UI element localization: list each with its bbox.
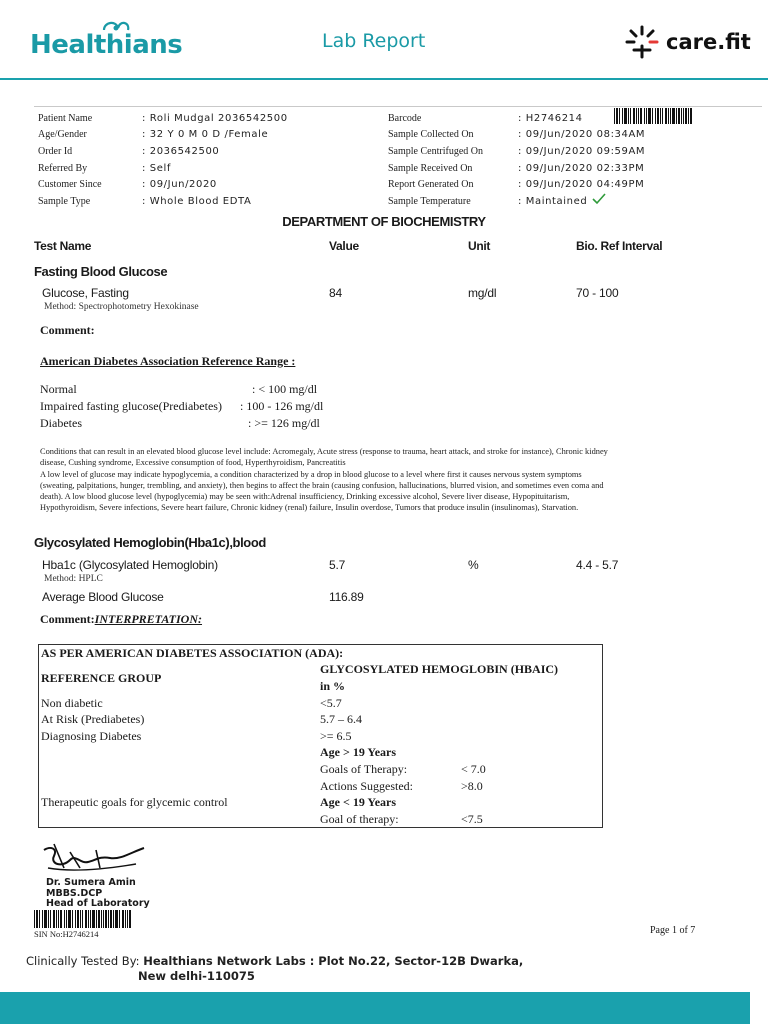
patient-name-value: : Roli Mudgal 2036542500 bbox=[142, 113, 288, 124]
header-test-name: Test Name bbox=[34, 239, 92, 253]
info-divider-top bbox=[34, 106, 762, 107]
doctor-degree: MBBS.DCP bbox=[46, 887, 103, 899]
ada-col-hbaic: GLYCOSYLATED HEMOGLOBIN (HBAIC) bbox=[320, 662, 559, 676]
sample-temperature-value: : Maintained bbox=[518, 196, 588, 207]
fbg-value: 84 bbox=[329, 286, 342, 300]
footer-lab: Healthians Network Labs : Plot No.22, Sector-12B Dwarka, bbox=[143, 954, 524, 968]
therapeutic-goals-label: Therapeutic goals for glycemic control bbox=[41, 795, 228, 809]
range-diabetes-label: Diabetes bbox=[40, 416, 82, 430]
range-normal-value: : < 100 mg/dl bbox=[252, 382, 318, 396]
sin-number: SIN No:H2746214 bbox=[34, 929, 99, 939]
barcode-label: Barcode bbox=[388, 113, 422, 124]
report-generated-value: : 09/Jun/2020 04:49PM bbox=[518, 179, 645, 190]
range-prediabetes-label: Impaired fasting glucose(Prediabetes) bbox=[40, 399, 222, 413]
doctor-title: Head of Laboratory bbox=[46, 898, 150, 909]
order-id-label: Order Id bbox=[38, 146, 73, 157]
age-over-19: Age > 19 Years bbox=[320, 745, 397, 759]
header-barcode bbox=[614, 108, 692, 124]
barcode-value: : H2746214 bbox=[518, 113, 583, 124]
fbg-unit: mg/dl bbox=[468, 286, 497, 300]
ada-row-value: <5.7 bbox=[320, 696, 342, 710]
report-title: Lab Report bbox=[322, 30, 426, 52]
sample-collected-value: : 09/Jun/2020 08:34AM bbox=[518, 129, 646, 140]
age-gender-value: : 32 Y 0 M 0 D /Female bbox=[142, 129, 269, 140]
fbg-ref: 70 - 100 bbox=[576, 286, 619, 300]
range-prediabetes-value: : 100 - 126 mg/dl bbox=[240, 399, 324, 413]
hba1c-unit: % bbox=[468, 558, 479, 572]
order-id-value: : 2036542500 bbox=[142, 146, 220, 157]
report-generated-label: Report Generated On bbox=[388, 179, 474, 190]
ada-reference-title: American Diabetes Association Reference Range : bbox=[40, 354, 296, 368]
header-unit: Unit bbox=[468, 239, 491, 253]
actions-suggested-value: >8.0 bbox=[461, 779, 483, 793]
header-value: Value bbox=[329, 239, 359, 253]
goal-therapy-value: <7.5 bbox=[461, 812, 483, 826]
footer-prefix: Clinically Tested By: bbox=[26, 954, 140, 968]
abg-value: 116.89 bbox=[329, 590, 364, 604]
fbg-test-name: Glucose, Fasting bbox=[42, 286, 129, 300]
sample-type-label: Sample Type bbox=[38, 196, 91, 207]
sin-barcode bbox=[34, 910, 131, 928]
check-icon bbox=[592, 193, 606, 205]
goals-therapy-label: Goals of Therapy: bbox=[320, 762, 408, 776]
goal-therapy-label: Goal of therapy: bbox=[320, 812, 399, 826]
department-title: DEPARTMENT OF BIOCHEMISTRY bbox=[282, 214, 486, 229]
page-number: Page 1 of 7 bbox=[650, 925, 696, 936]
goals-therapy-value: < 7.0 bbox=[461, 762, 486, 776]
hba1c-value: 5.7 bbox=[329, 558, 346, 572]
sample-temperature-label: Sample Temperature bbox=[388, 196, 471, 207]
ada-row-group: Diagnosing Diabetes bbox=[41, 729, 142, 743]
patient-name-label: Patient Name bbox=[38, 113, 93, 124]
fbg-section-title: Fasting Blood Glucose bbox=[34, 264, 168, 279]
doctor-name: Dr. Sumera Amin bbox=[46, 877, 136, 888]
carefit-logo-icon bbox=[624, 24, 660, 60]
ada-row-group: Non diabetic bbox=[41, 696, 103, 710]
doctor-signature-block bbox=[46, 878, 150, 910]
referred-by-label: Referred By bbox=[38, 163, 88, 174]
ada-col-hbaic-unit: in % bbox=[320, 679, 346, 693]
hba1c-test-name: Hba1c (Glycosylated Hemoglobin) bbox=[42, 558, 218, 572]
ada-row-group: At Risk (Prediabetes) bbox=[41, 712, 145, 726]
sample-type-value: : Whole Blood EDTA bbox=[142, 196, 252, 207]
range-normal-label: Normal bbox=[40, 382, 77, 396]
ada-col-reference-group: REFERENCE GROUP bbox=[41, 671, 162, 685]
glucose-conditions-paragraph bbox=[40, 446, 740, 514]
sample-received-value: : 09/Jun/2020 02:33PM bbox=[518, 163, 645, 174]
interpretation-label: INTERPRETATION: bbox=[94, 612, 203, 626]
ada-row-value: >= 6.5 bbox=[320, 729, 352, 743]
customer-since-label: Customer Since bbox=[38, 179, 102, 190]
hba1c-comment bbox=[40, 612, 202, 627]
paragraph-line: Hypothyroidism, Severe infections, Severe heart failure, Chronic kidney (renal) failure, Insulin overdose, Tumors that produce insulin (insulinomas), Starvation. bbox=[40, 503, 579, 513]
paragraph-line: A low level of glucose may indicate hypoglycemia, a condition characterized by a drop in blood glucose to a level where first it causes nervous system symptoms bbox=[40, 469, 582, 479]
footer-city: New delhi-110075 bbox=[138, 969, 255, 983]
ada-row-value: 5.7 – 6.4 bbox=[320, 712, 362, 726]
header-ref-interval: Bio. Ref Interval bbox=[576, 239, 663, 253]
sample-collected-label: Sample Collected On bbox=[388, 129, 474, 140]
hba1c-section-title: Glycosylated Hemoglobin(Hba1c),blood bbox=[34, 535, 266, 550]
age-gender-label: Age/Gender bbox=[38, 129, 87, 140]
healthians-logo: Healthians bbox=[30, 30, 183, 60]
age-under-19: Age < 19 Years bbox=[320, 795, 397, 809]
range-diabetes-value: : >= 126 mg/dl bbox=[248, 416, 320, 430]
fbg-comment: Comment: bbox=[40, 323, 95, 337]
actions-suggested-label: Actions Suggested: bbox=[320, 779, 413, 793]
paragraph-line: disease, Cushing syndrome, Excessive consumption of food, Hyperthyroidism, Pancreatitis bbox=[40, 458, 346, 468]
customer-since-value: : 09/Jun/2020 bbox=[142, 179, 217, 190]
sample-centrifuged-label: Sample Centrifuged On bbox=[388, 146, 483, 157]
abg-label: Average Blood Glucose bbox=[42, 590, 164, 604]
sample-received-label: Sample Received On bbox=[388, 163, 473, 174]
footer-bar bbox=[0, 992, 750, 1024]
footer-address bbox=[26, 954, 523, 968]
referred-by-value: : Self bbox=[142, 163, 171, 174]
carefit-logo: care.fit bbox=[666, 30, 751, 54]
paragraph-line: death). A low blood glucose level (hypoglycemia) may be seen with:Adrenal insufficiency, Drinking excessive alcohol, Severe liver disease, Hypopituitarism, bbox=[40, 492, 570, 502]
doctor-signature bbox=[40, 838, 150, 878]
hba1c-method: Method: HPLC bbox=[44, 574, 103, 584]
sample-centrifuged-value: : 09/Jun/2020 09:59AM bbox=[518, 146, 646, 157]
hba1c-ref: 4.4 - 5.7 bbox=[576, 558, 619, 572]
paragraph-line: (sweating, palpitations, hunger, trembling, and anxiety), then begins to affect the brain (causing confusion, hallucinations, blurred vision, and sometimes even coma and bbox=[40, 480, 604, 490]
paragraph-line: Conditions that can result in an elevated blood glucose level include: Acromegaly, Acute stress (response to trauma, heart attack, and stroke for instance), Chronic kidney bbox=[40, 447, 608, 456]
ada-table-title: AS PER AMERICAN DIABETES ASSOCIATION (ADA): bbox=[41, 646, 344, 660]
fbg-method: Method: Spectrophotometry Hexokinase bbox=[44, 302, 199, 312]
comment-label: Comment: bbox=[40, 612, 95, 626]
